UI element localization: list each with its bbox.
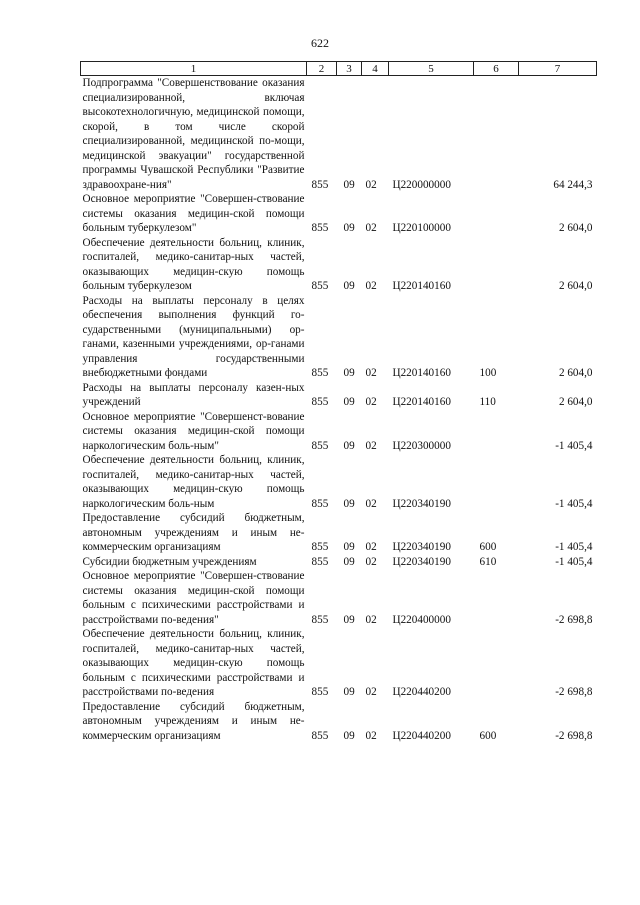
header-col-3: 3 [337,62,362,76]
row-amount: -1 405,4 [555,497,593,510]
row-name: Обеспечение деятельности больниц, клиник, госпиталей, медико-санитар-ных частей, оказывающих медицин-скую помощь наркологическим боль-ным [82,454,305,510]
row-expense-type-code [474,236,519,294]
row-grbs-code: 855 [311,367,329,379]
row-section-code: 09 [343,178,355,191]
row-target-article-code: Ц220440200 [392,686,451,698]
row-section-code: 09 [343,555,355,568]
row-target-article-code: Ц220440200 [392,729,451,742]
row-target-article-code: Ц220140160 [392,396,451,408]
row-subsection-code: 02 [365,729,377,742]
table-body [81,76,597,744]
header-col-2: 2 [307,62,337,76]
row-section-code: 09 [343,439,355,452]
row-subsection-code: 02 [365,178,377,191]
table-row [81,76,597,193]
row-subsection-code: 02 [365,367,377,379]
header-col-7: 7 [519,62,597,76]
row-amount: -1 405,4 [555,555,593,568]
row-subsection-code: 02 [365,686,377,698]
header-col-6: 6 [474,62,519,76]
row-expense-type-code: 100 [479,367,497,379]
row-name: Основное мероприятие "Совершен-ствование системы оказания медицин-ской помощи больным с психическими расстройствами и расстройствами по-ведения" [82,570,305,626]
row-grbs-code: 855 [311,686,329,698]
row-section-code: 09 [343,497,355,510]
row-grbs-code: 855 [311,178,329,191]
row-grbs-code: 855 [311,555,329,568]
table-row [81,192,597,236]
table-row [81,410,597,454]
row-amount: -2 698,8 [555,686,593,698]
row-name: Предоставление субсидий бюджетным, автономным учреждениям и иным не-коммерческим организациям [82,700,305,742]
budget-table [80,61,597,743]
row-expense-type-code: 600 [479,541,497,553]
row-amount: -2 698,8 [555,729,593,742]
table-row [81,700,597,744]
row-expense-type-code [474,410,519,454]
row-grbs-code: 855 [311,222,329,234]
row-subsection-code: 02 [365,396,377,408]
row-target-article-code: Ц220000000 [392,178,451,191]
row-grbs-code: 855 [311,497,329,510]
table-row [81,453,597,511]
row-amount: -1 405,4 [555,541,593,553]
row-expense-type-code: 110 [479,396,496,408]
page-number: 622 [311,36,329,50]
header-col-1: 1 [81,62,307,76]
row-section-code: 09 [343,280,355,292]
row-section-code: 09 [343,729,355,742]
row-name: Основное мероприятие "Совершен-ствование системы оказания медицин-ской помощи больным туберкулезом" [82,193,305,234]
table-row [81,569,597,627]
row-name: Субсидии бюджетным учреждениям [82,555,257,568]
row-name: Подпрограмма "Совершенствование оказания специализированной, включая высокотехнологичную, медицинской помощи, скорой, в том числе скорой специализированной, медицинской по-мощи, медицинской эвакуации" государственной программы Чувашской Республики "Развитие здравоохране-ния" [82,77,305,191]
row-target-article-code: Ц220140160 [392,367,451,379]
row-grbs-code: 855 [311,439,329,452]
row-section-code: 09 [343,686,355,698]
row-name: Обеспечение деятельности больниц, клиник, госпиталей, медико-санитар-ных частей, оказывающих медицин-скую помощь больным туберкулезом [82,236,305,292]
row-expense-type-code: 600 [479,729,497,742]
row-expense-type-code [474,627,519,700]
row-subsection-code: 02 [365,555,377,568]
table-row [81,555,597,570]
table-row [81,627,597,700]
row-target-article-code: Ц220340190 [392,555,451,568]
row-name: Расходы на выплаты персоналу в целях обеспечения выполнения функций го-сударственными (муниципальными) ор-ганами, казенными учреждениями, ор-ганами управления государственными внебюджетными фондами [82,294,305,379]
table-header [81,62,597,76]
row-section-code: 09 [343,222,355,234]
row-subsection-code: 02 [365,222,377,234]
row-amount: 2 604,0 [558,367,593,379]
row-expense-type-code [474,76,519,193]
table-row [81,236,597,294]
row-grbs-code: 855 [311,613,329,626]
row-section-code: 09 [343,396,355,408]
row-name: Основное мероприятие "Совершенст-вование системы оказания медицин-ской помощи наркологическим боль-ным" [82,410,305,452]
row-grbs-code: 855 [311,396,329,408]
row-target-article-code: Ц220340190 [392,497,451,510]
row-target-article-code: Ц220400000 [392,613,451,626]
table-row [81,381,597,410]
row-grbs-code: 855 [311,541,329,553]
row-subsection-code: 02 [365,613,377,626]
row-expense-type-code: 610 [479,555,497,568]
table-row [81,294,597,381]
row-section-code: 09 [343,541,355,553]
header-col-5: 5 [389,62,474,76]
row-expense-type-code [474,569,519,627]
row-subsection-code: 02 [365,280,377,292]
row-target-article-code: Ц220100000 [392,222,451,234]
row-subsection-code: 02 [365,541,377,553]
row-name: Предоставление субсидий бюджетным, автономным учреждениям и иным не-коммерческим организациям [82,512,305,553]
row-target-article-code: Ц220340190 [392,541,451,553]
row-section-code: 09 [343,613,355,626]
row-subsection-code: 02 [365,439,377,452]
row-grbs-code: 855 [311,729,329,742]
row-amount: -1 405,4 [555,439,593,452]
row-grbs-code: 855 [311,280,329,292]
row-expense-type-code [474,453,519,511]
row-section-code: 09 [343,367,355,379]
row-name: Расходы на выплаты персоналу казен-ных учреждений [82,381,305,408]
row-amount: 64 244,3 [553,178,593,191]
row-amount: 2 604,0 [558,222,593,234]
row-amount: 2 604,0 [558,396,593,408]
row-target-article-code: Ц220140160 [392,280,451,292]
row-target-article-code: Ц220300000 [392,439,451,452]
row-amount: 2 604,0 [558,280,593,292]
row-name: Обеспечение деятельности больниц, клиник, госпиталей, медико-санитар-ных частей, оказывающих медицин-скую помощь больным с психическими расстройствами и расстройствами по-ведения [82,628,305,698]
table-row [81,511,597,555]
row-amount: -2 698,8 [555,613,593,626]
row-subsection-code: 02 [365,497,377,510]
row-expense-type-code [474,192,519,236]
header-col-4: 4 [362,62,389,76]
